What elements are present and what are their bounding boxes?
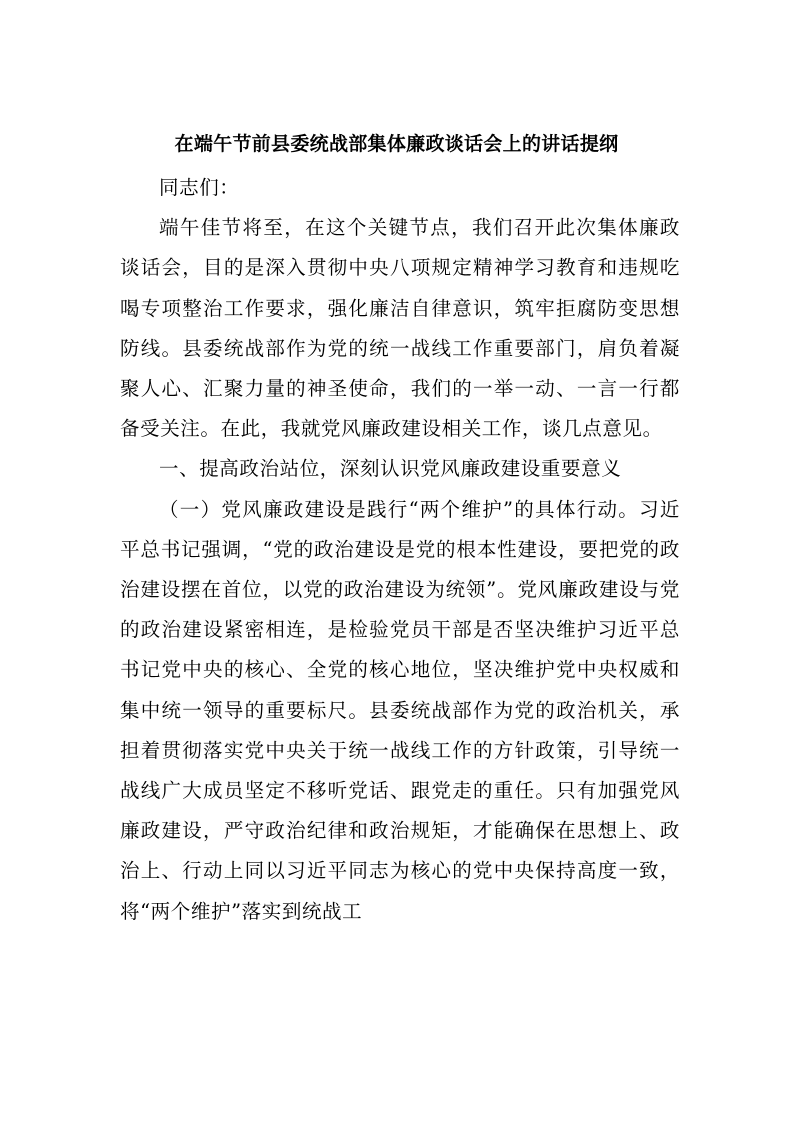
subsection-paragraph: （一）党风廉政建设是践行“两个维护”的具体行动。习近平总书记强调，“党的政治建设是党的根本性建设，要把党的政治建设摆在首位，以党的政治建设为统领”。党风廉政建设与党的政治建设紧密相连，是检验党员干部是否坚决维护习近平总书记党中央的核心、全党的核心地位，坚决维护党中央权威和集中统一领导的重要标尺。县委统战部作为党的政治机关，承担着贯彻落实党中央关于统一战线工作的方针政策，引导统一战线广大成员坚定不移听党话、跟党走的重任。只有加强党风廉政建设，严守政治纪律和政治规矩，才能确保在思想上、政治上、行动上同以习近平同志为核心的党中央保持高度一致，将“两个维护”落实到统战工 <box>120 497 680 923</box>
section-heading: 一、提高政治站位，深刻认识党风廉政建设重要意义 <box>159 457 622 481</box>
salutation-paragraph: 同志们： <box>159 176 240 199</box>
document-body <box>120 168 680 932</box>
document-title: 在端午节前县委统战部集体廉政谈话会上的讲话提纲 <box>174 133 619 155</box>
intro-paragraph: 端午佳节将至，在这个关键节点，我们召开此次集体廉政谈话会，目的是深入贯彻中央八项规定精神学习教育和违规吃喝专项整治工作要求，强化廉洁自律意识，筑牢拒腐防变思想防线。县委统战部作为党的统一战线工作重要部门，肩负着凝聚人心、汇聚力量的神圣使命，我们的一举一动、一言一行都备受关注。在此，我就党风廉政建设相关工作，谈几点意见。 <box>120 216 680 441</box>
